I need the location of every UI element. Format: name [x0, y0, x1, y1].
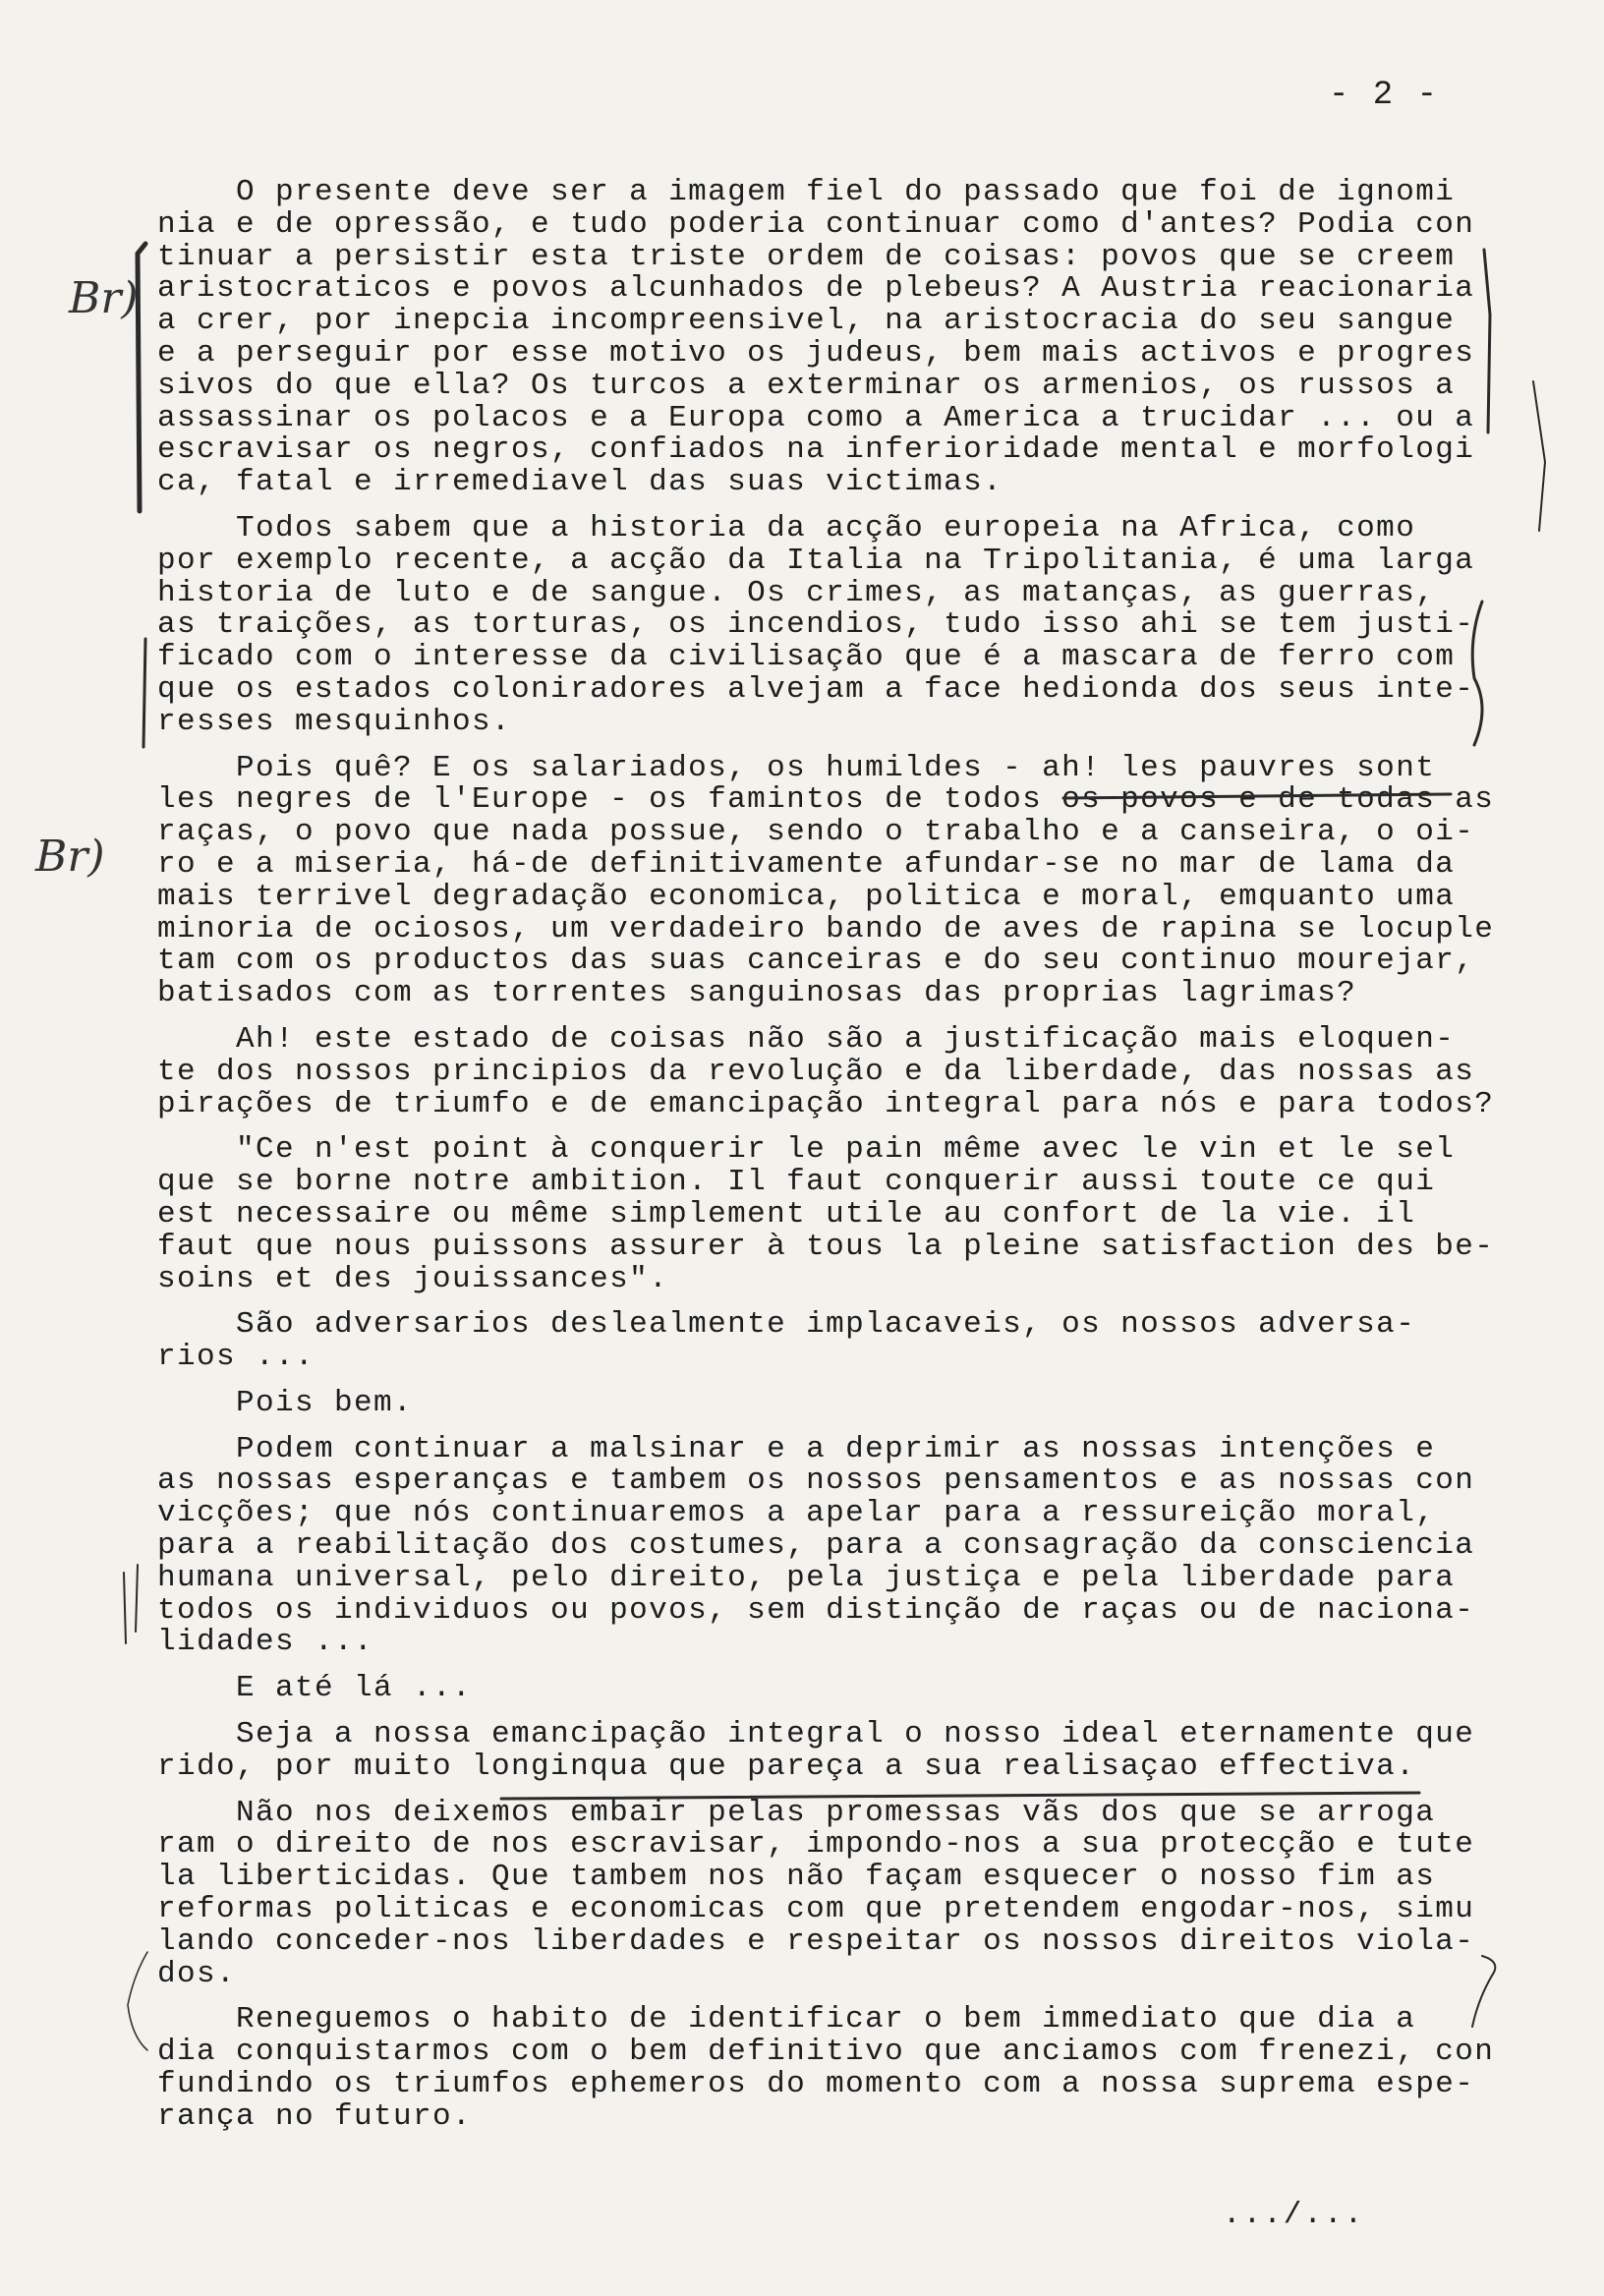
page-number: - 2 - [1329, 77, 1440, 114]
text-line: resses mesquinhos. [157, 704, 512, 739]
text-line: Reneguemos o habito de identificar o bem immediato que dia a [157, 2002, 1416, 2038]
paragraph-p5 [157, 1134, 1494, 1295]
text-line: Ah! este estado de coisas não são a justificação mais eloquen- [157, 1021, 1456, 1057]
text-line: raças, o povo que nada possue, sendo o trabalho e a canseira, o oi- [157, 815, 1475, 850]
text-line: batisados com as torrentes sanguinosas das proprias lagrimas? [157, 976, 1357, 1011]
text-line: lidades ... [157, 1625, 374, 1660]
margin-squiggle-left [128, 1952, 147, 2050]
text-line: fundindo os triumfos ephemeros do momento com a nossa suprema espe- [157, 2067, 1475, 2102]
paragraph-p2 [157, 510, 1494, 739]
text-line: historia de luto e de sangue. Os crimes, as matanças, as guerras, [157, 575, 1436, 610]
text-line: rios ... [157, 1340, 315, 1375]
margin-note-br-1: Br) [69, 273, 139, 323]
text-line: soins et des jouissances". [157, 1261, 669, 1296]
text-line: humana universal, pelo direito, pela justiça e pela liberdade para [157, 1560, 1456, 1595]
text-line: O presente deve ser a imagem fiel do passado que foi de ignomi [157, 175, 1456, 209]
text-line: Não nos deixemos embair pelas promessas vãs dos que se arroga [157, 1795, 1436, 1830]
text-line: pirações de triumfo e de emancipação integral para nós e para todos? [157, 1086, 1495, 1121]
paragraph-p9 [157, 1673, 1494, 1705]
text-line: "Ce n'est point à conquerir le pain même avec le vin et le sel [157, 1132, 1456, 1168]
paragraph-p3 [157, 750, 1495, 1011]
paragraph-p10 [157, 1719, 1494, 1784]
text-line: Pois bem. [157, 1385, 414, 1420]
text-line: mais terrivel degradação economica, politica e moral, emquanto uma [157, 879, 1456, 914]
text-line: ro e a miseria, há-de definitivamente afundar-se no mar de lama da [157, 846, 1456, 882]
text-line: est necessaire ou même simplement utile au confort de la vie. il [157, 1196, 1416, 1232]
text-line: que se borne notre ambition. Il faut conquerir aussi toute ce qui [157, 1165, 1436, 1200]
paragraph-p7 [157, 1385, 1494, 1420]
text-line: vicções; que nós continuaremos a apelar para a ressureição moral, [157, 1496, 1436, 1531]
text-line: que os estados coloniradores alvejam a face hedionda dos seus inte- [157, 671, 1475, 707]
text-line: escravisar os negros, confiados na inferioridade mental e morfologi [157, 432, 1475, 468]
text-line: e a perseguir por esse motivo os judeus, bem mais activos e progres [157, 335, 1475, 371]
text-line: rido, por muito longinqua que pareça a sua realisaçao effectiva. [157, 1749, 1416, 1784]
text-line: ca, fatal e irremediavel das suas victimas. [157, 465, 1003, 500]
text-line: Podem continuar a malsinar e a deprimir as nossas intenções e [157, 1431, 1436, 1466]
text-line: para a reabilitação dos costumes, para a consagração da consciencia [157, 1528, 1475, 1564]
text-line: ram o direito de nos escravisar, impondo-nos a sua protecção e tute [157, 1827, 1475, 1863]
text-line: reformas politicas e economicas com que pretendem engodar-nos, simu [157, 1892, 1475, 1927]
paragraph-p12 [157, 2004, 1494, 2133]
paragraph-p11 [157, 1795, 1494, 1991]
paragraph-p6 [157, 1309, 1494, 1374]
margin-stroke-right-2 [1533, 381, 1545, 531]
text-line: la liberticidas. Que tambem nos não façam esquecer o nosso fim as [157, 1860, 1436, 1895]
text-line: sivos do que ella? Os turcos a exterminar os armenios, os russos a [157, 368, 1456, 403]
text-line: Seja a nossa emancipação integral o nosso ideal eternamente que [157, 1717, 1475, 1752]
text-line: E até lá ... [157, 1671, 473, 1706]
text-line: dia conquistarmos com o bem definitivo que anciamos com frenezi, con [157, 2035, 1495, 2070]
text-line: les negres de l'Europe - os famintos de todos os povos e de todas as [157, 782, 1495, 818]
text-line: te dos nossos principios da revolução e da liberdade, das nossas as [157, 1054, 1475, 1089]
text-line: São adversarios deslealmente implacaveis, os nossos adversa- [157, 1307, 1416, 1343]
text-line: aristocraticos e povos alcunhados de plebeus? A Austria reacionaria [157, 271, 1475, 307]
text-line: Pois quê? E os salariados, os humildes - ah! les pauvres sont [157, 750, 1436, 785]
continuation-mark: .../... [1223, 2198, 1365, 2232]
document-body [157, 177, 1494, 2148]
text-line: faut que nous puissons assurer à tous la pleine satisfaction des be- [157, 1229, 1495, 1264]
text-line: a crer, por inepcia incompreensivel, na aristocracia do seu sangue [157, 304, 1456, 339]
text-line: tinuar a persistir esta triste ordem de coisas: povos que se creem [157, 239, 1456, 274]
text-line: as traições, as torturas, os incendios, tudo isso ahi se tem justi- [157, 607, 1475, 643]
paragraph-p8 [157, 1431, 1494, 1660]
text-line: ficado com o interesse da civilisação que é a mascara de ferro com [157, 640, 1456, 675]
text-line: tam com os productos das suas canceiras e do seu continuo mourejar, [157, 944, 1475, 979]
text-line: minoria de ociosos, um verdadeiro bando de aves de rapina se locuple [157, 911, 1495, 947]
paragraph-p1 [157, 177, 1494, 499]
text-line: rança no futuro. [157, 2098, 473, 2134]
paragraph-p4 [157, 1021, 1495, 1121]
text-line: nia e de opressão, e tudo poderia continuar como d'antes? Podia con [157, 206, 1475, 242]
margin-note-br-2: Br) [35, 832, 105, 882]
text-line: por exemplo recente, a acção da Italia na Tripolitania, é uma larga [157, 543, 1475, 578]
text-line: todos os individuos ou povos, sem distinção de raças ou de naciona- [157, 1592, 1475, 1628]
text-line: dos. [157, 1956, 237, 1991]
margin-bracket-3 [124, 1565, 138, 1643]
margin-bracket-1 [138, 244, 145, 511]
text-line: as nossas esperanças e tambem os nossos pensamentos e as nossas con [157, 1464, 1475, 1499]
margin-bracket-2 [143, 639, 145, 747]
text-line: Todos sabem que a historia da acção europeia na Africa, como [157, 510, 1416, 545]
text-line: assassinar os polacos e a Europa como a America a trucidar ... ou a [157, 400, 1475, 435]
text-line: lando conceder-nos liberdades e respeitar os nossos direitos viola- [157, 1923, 1475, 1959]
